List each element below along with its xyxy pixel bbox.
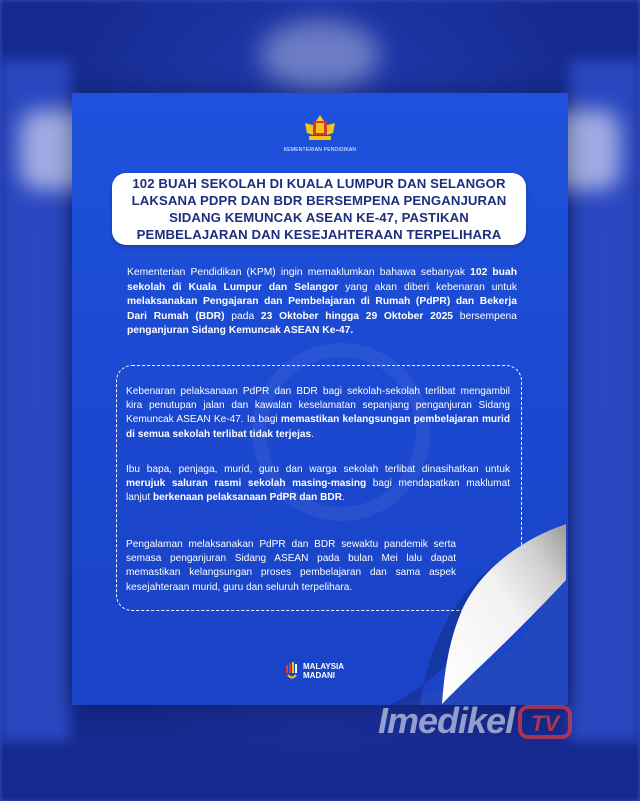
- intro-bold: melaksanakan Pengajaran dan Pembelajaran di Rumah (PdPR) dan Bekerja Dari Rumah (BDR): [127, 296, 517, 322]
- intro-text: pada: [224, 310, 261, 322]
- intro-bold: 102 buah sekolah di Kuala Lumpur dan Selangor: [127, 267, 517, 293]
- page-curl: [380, 520, 568, 705]
- paragraph-permission: [126, 385, 510, 442]
- para-text: bagi mendapatkan maklumat lanjut: [126, 478, 510, 504]
- madani-text: [303, 662, 344, 680]
- para-bold: memastikan kelangsungan pembelajaran murid di semua sekolah terlibat tidak terjejas: [126, 414, 510, 440]
- coat-of-arms-icon: [301, 113, 339, 143]
- imedikel-tv-watermark: [378, 700, 576, 742]
- intro-text: Kementerian Pendidikan (KPM) ingin memaklumkan bahawa sebanyak: [127, 267, 471, 278]
- malaysia-madani-logo: [285, 661, 344, 681]
- intro-date: 23 Oktober hingga 29 Oktober 2025: [260, 310, 454, 322]
- paragraph-advice: [126, 463, 510, 506]
- para-bold: merujuk saluran rasmi sekolah masing-masing: [126, 478, 367, 490]
- intro-bold: penganjuran Sidang Kemuncak ASEAN Ke-47.: [127, 325, 354, 337]
- headline: 102 BUAH SEKOLAH DI KUALA LUMPUR DAN SELANGOR LAKSANA PDPR DAN BDR BERSEMPENA PENGANJURAN SIDANG KEMUNCAK ASEAN KE-47, PASTIKAN PEMBELAJARAN DAN KESEJAHTERAAN TERPELIHARA: [131, 176, 507, 242]
- para-bold: berkenaan pelaksanaan PdPR dan BDR: [152, 492, 342, 504]
- madani-line2: MADANI: [303, 671, 335, 680]
- headline-box: [112, 173, 526, 245]
- intro-paragraph: [127, 266, 517, 339]
- para-text: Ibu bapa, penjaga, murid, guru dan warga sekolah terlibat dinasihatkan untuk: [126, 464, 510, 475]
- intro-text: yang akan diberi kebenaran untuk: [338, 281, 517, 293]
- tv-label: TV: [531, 711, 560, 736]
- para-text: .: [311, 428, 314, 440]
- para-text: Pengalaman melaksanakan PdPR dan BDR sewaktu pandemik serta semasa penganjuran Sidang ASEAN pada bulan Mei lalu dapat memastikan kelangsungan proses pembelajaran dan sama aspek kesejahteraan murid, guru dan seluruh terpelihara.: [126, 539, 456, 593]
- watermark-name: Imedikel: [378, 700, 515, 741]
- para-text: Kebenaran pelaksanaan PdPR dan BDR bagi sekolah-sekolah terlibat mengambil kira penutupan jalan dan kawalan keselamatan sepanjang penganjuran Sidang Kemuncak ASEAN Ke-47. Ia bagi: [126, 386, 510, 426]
- madani-line1: MALAYSIA: [303, 662, 345, 671]
- blurred-crest: [260, 20, 380, 90]
- madani-mark-icon: [285, 661, 299, 681]
- ministry-label: KEMENTERIAN PENDIDIKAN: [283, 147, 357, 153]
- tv-icon: [516, 701, 576, 741]
- intro-text: bersempena: [453, 310, 517, 322]
- para-text: .: [341, 492, 345, 504]
